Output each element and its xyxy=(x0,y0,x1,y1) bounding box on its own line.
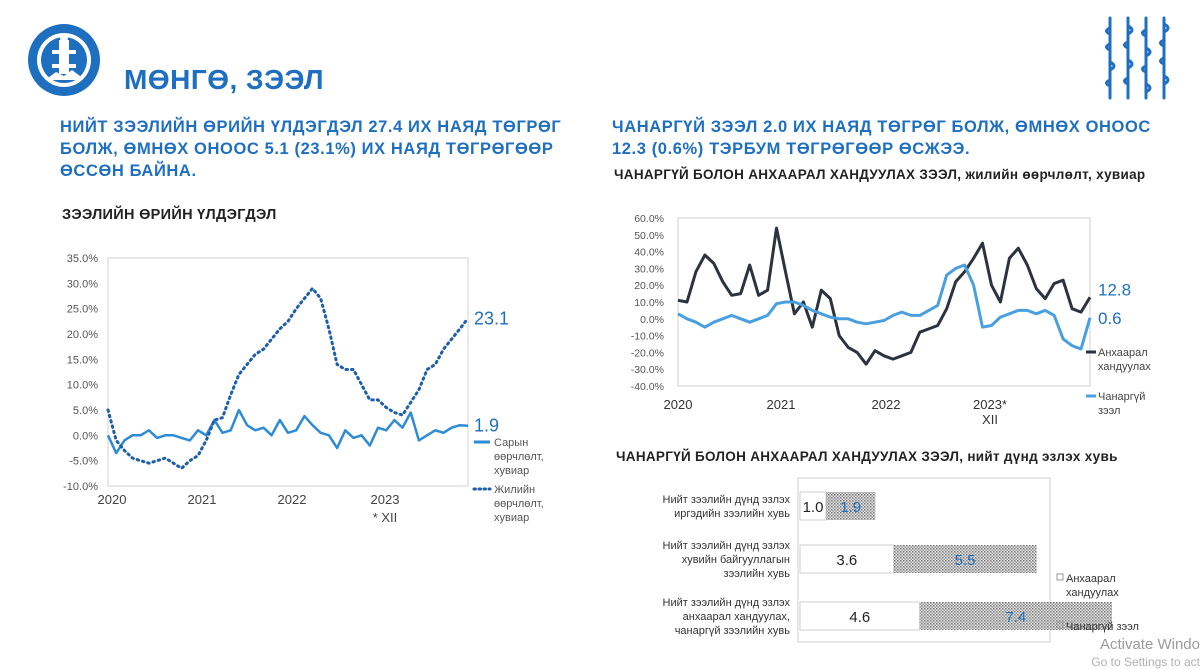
chart1-x-tick: * XII xyxy=(372,510,398,525)
chart2-legend-label-watch: хандуулах xyxy=(1098,361,1151,373)
chart1-x-tick: 2022 xyxy=(277,492,307,507)
state-emblem-logo-icon xyxy=(26,20,102,100)
chart1-legend-label-monthly: Сарын xyxy=(494,437,529,449)
chart1-legend-label-annual: хувиар xyxy=(494,512,530,524)
chart3-legend-label-watch: хандуулах xyxy=(1066,587,1119,599)
chart2-y-tick: 0.0% xyxy=(640,313,664,326)
chart3-category-label: Нийт зээлийн дүнд эзлэх xyxy=(662,494,790,506)
chart2-title: ЧАНАРГҮЙ БОЛОН АНХААРАЛ ХАНДУУЛАХ ЗЭЭЛ, жилийн өөрчлөлт, хувиар xyxy=(614,167,1146,182)
chart2-y-tick: 60.0% xyxy=(634,213,664,225)
chart2-end-label-watch: 12.8 xyxy=(1098,280,1132,300)
chart1-y-tick: -5.0% xyxy=(69,455,98,468)
chart2-y-tick: -30.0% xyxy=(630,364,664,377)
chart3-category-label: анхаарал хандуулах, xyxy=(682,611,790,623)
chart3-value-watch: 4.6 xyxy=(849,609,871,626)
chart1-series-monthly-line xyxy=(108,410,468,453)
chart3-value-watch: 3.6 xyxy=(836,552,858,569)
chart2-legend-label-npl: зээл xyxy=(1098,405,1121,417)
chart2-y-tick: -20.0% xyxy=(630,347,664,360)
chart3-legend-label-npl: Чанаргүй зээл xyxy=(1066,621,1139,633)
chart1-y-tick: 0.0% xyxy=(72,430,98,443)
chart2-legend-label-watch: Анхаарал xyxy=(1098,347,1148,359)
chart2-x-tick: 2022 xyxy=(871,397,901,412)
chart1-legend-label-annual: Жилийн xyxy=(494,484,536,496)
chart1-y-tick: 5.0% xyxy=(72,405,98,417)
chart3-category-label: Нийт зээлийн дүнд эзлэх xyxy=(662,597,790,609)
chart1-end-label-monthly: 1.9 xyxy=(474,415,500,436)
chart1-series-annual-line xyxy=(108,288,468,468)
chart2-series-npl-line xyxy=(678,265,1090,349)
left-headline: НИЙТ ЗЭЭЛИЙН ӨРИЙН ҮЛДЭГДЭЛ 27.4 ИХ НАЯД ТӨГРӨГ БОЛЖ, ӨМНӨХ ОНООС 5.1 (23.1%) ИХ НАЯД ТӨГРӨГӨӨР ӨССӨН БАЙНА. xyxy=(60,118,562,180)
chart2-x-tick: 2021 xyxy=(766,397,796,412)
chart3-legend-swatch-watch xyxy=(1057,574,1063,580)
chart3-category-label: чанаргүй зээлийн хувь xyxy=(674,625,790,637)
chart3-svg xyxy=(600,470,1200,664)
chart3-value-npl: 7.4 xyxy=(1005,609,1027,626)
chart1-y-tick: 35.0% xyxy=(66,253,98,265)
chart2-x-tick: 2020 xyxy=(663,397,693,412)
chart3-value-npl: 1.9 xyxy=(840,499,862,516)
chart1-x-tick: 2021 xyxy=(187,492,217,507)
chart2-y-tick: 50.0% xyxy=(634,229,664,242)
chart3-category-label: иргэдийн зээлийн хувь xyxy=(674,508,790,520)
chart2-x-tick: XII xyxy=(982,412,998,427)
page-title: МӨНГӨ, ЗЭЭЛ xyxy=(124,64,324,95)
watermark-line2: Go to Settings to act xyxy=(1091,655,1200,669)
chart1-title: ЗЭЭЛИЙН ӨРИЙН ҮЛДЭГДЭЛ xyxy=(62,207,277,223)
chart1-plot-frame xyxy=(108,258,468,486)
chart2-y-tick: 40.0% xyxy=(634,246,664,259)
chart2-end-label-npl: 0.6 xyxy=(1098,308,1122,328)
chart3-value-npl: 5.5 xyxy=(954,552,976,569)
chart1-legend-label-monthly: хувиар xyxy=(494,465,530,477)
chart2-y-tick: 20.0% xyxy=(634,280,664,293)
chart3-category-label: Нийт зээлийн дүнд эзлэх xyxy=(662,540,790,552)
watermark-line1: Activate Windo xyxy=(1099,636,1200,653)
chart3-legend-swatch-npl xyxy=(1057,622,1063,628)
chart2-y-tick: -40.0% xyxy=(630,381,664,393)
right-headline: ЧАНАРГҮЙ ЗЭЭЛ 2.0 ИХ НАЯД ТӨГРӨГ БОЛЖ, ӨМНӨХ ОНООС 12.3 (0.6%) ТЭРБУМ ТӨГРӨГӨӨР ӨСЖЭЭ. xyxy=(612,118,1151,158)
chart1-legend-label-monthly: өөрчлөлт, xyxy=(494,451,544,463)
chart1-y-tick: 15.0% xyxy=(66,354,98,367)
chart2-plot-frame xyxy=(678,218,1090,386)
chart1-y-tick: 30.0% xyxy=(66,278,98,291)
chart1-y-tick: 20.0% xyxy=(66,329,98,341)
chart1-y-tick: 10.0% xyxy=(66,379,98,392)
chart1-y-tick: -10.0% xyxy=(63,481,98,493)
chart2-y-tick: 30.0% xyxy=(634,263,664,276)
chart3-category-label: хувийн байгууллагын xyxy=(681,554,790,566)
chart3-legend-label-watch: Анхаарал xyxy=(1066,573,1116,585)
chart1-end-label-annual: 23.1 xyxy=(474,308,510,329)
chart2-x-tick: 2023* xyxy=(973,397,1007,412)
chart1-svg xyxy=(0,240,600,540)
chart2-legend-label-npl: Чанаргүй xyxy=(1098,391,1146,403)
chart2-series-watch-line xyxy=(678,228,1090,364)
mongolian-script-icon xyxy=(1098,14,1178,102)
chart3-value-watch: 1.0 xyxy=(802,499,824,516)
chart2-y-tick: -10.0% xyxy=(630,330,664,343)
chart3-category-label: зээлийн хувь xyxy=(723,568,790,580)
chart1-x-tick: 2020 xyxy=(97,492,127,507)
chart2-y-tick: 10.0% xyxy=(634,297,664,309)
chart1-legend-label-annual: өөрчлөлт, xyxy=(494,498,544,510)
chart2-svg xyxy=(600,208,1200,438)
chart1-y-tick: 25.0% xyxy=(66,303,98,316)
chart1-x-tick: 2023 xyxy=(370,492,400,507)
chart3-title: ЧАНАРГҮЙ БОЛОН АНХААРАЛ ХАНДУУЛАХ ЗЭЭЛ, нийт дүнд эзлэх хувь xyxy=(616,449,1118,464)
